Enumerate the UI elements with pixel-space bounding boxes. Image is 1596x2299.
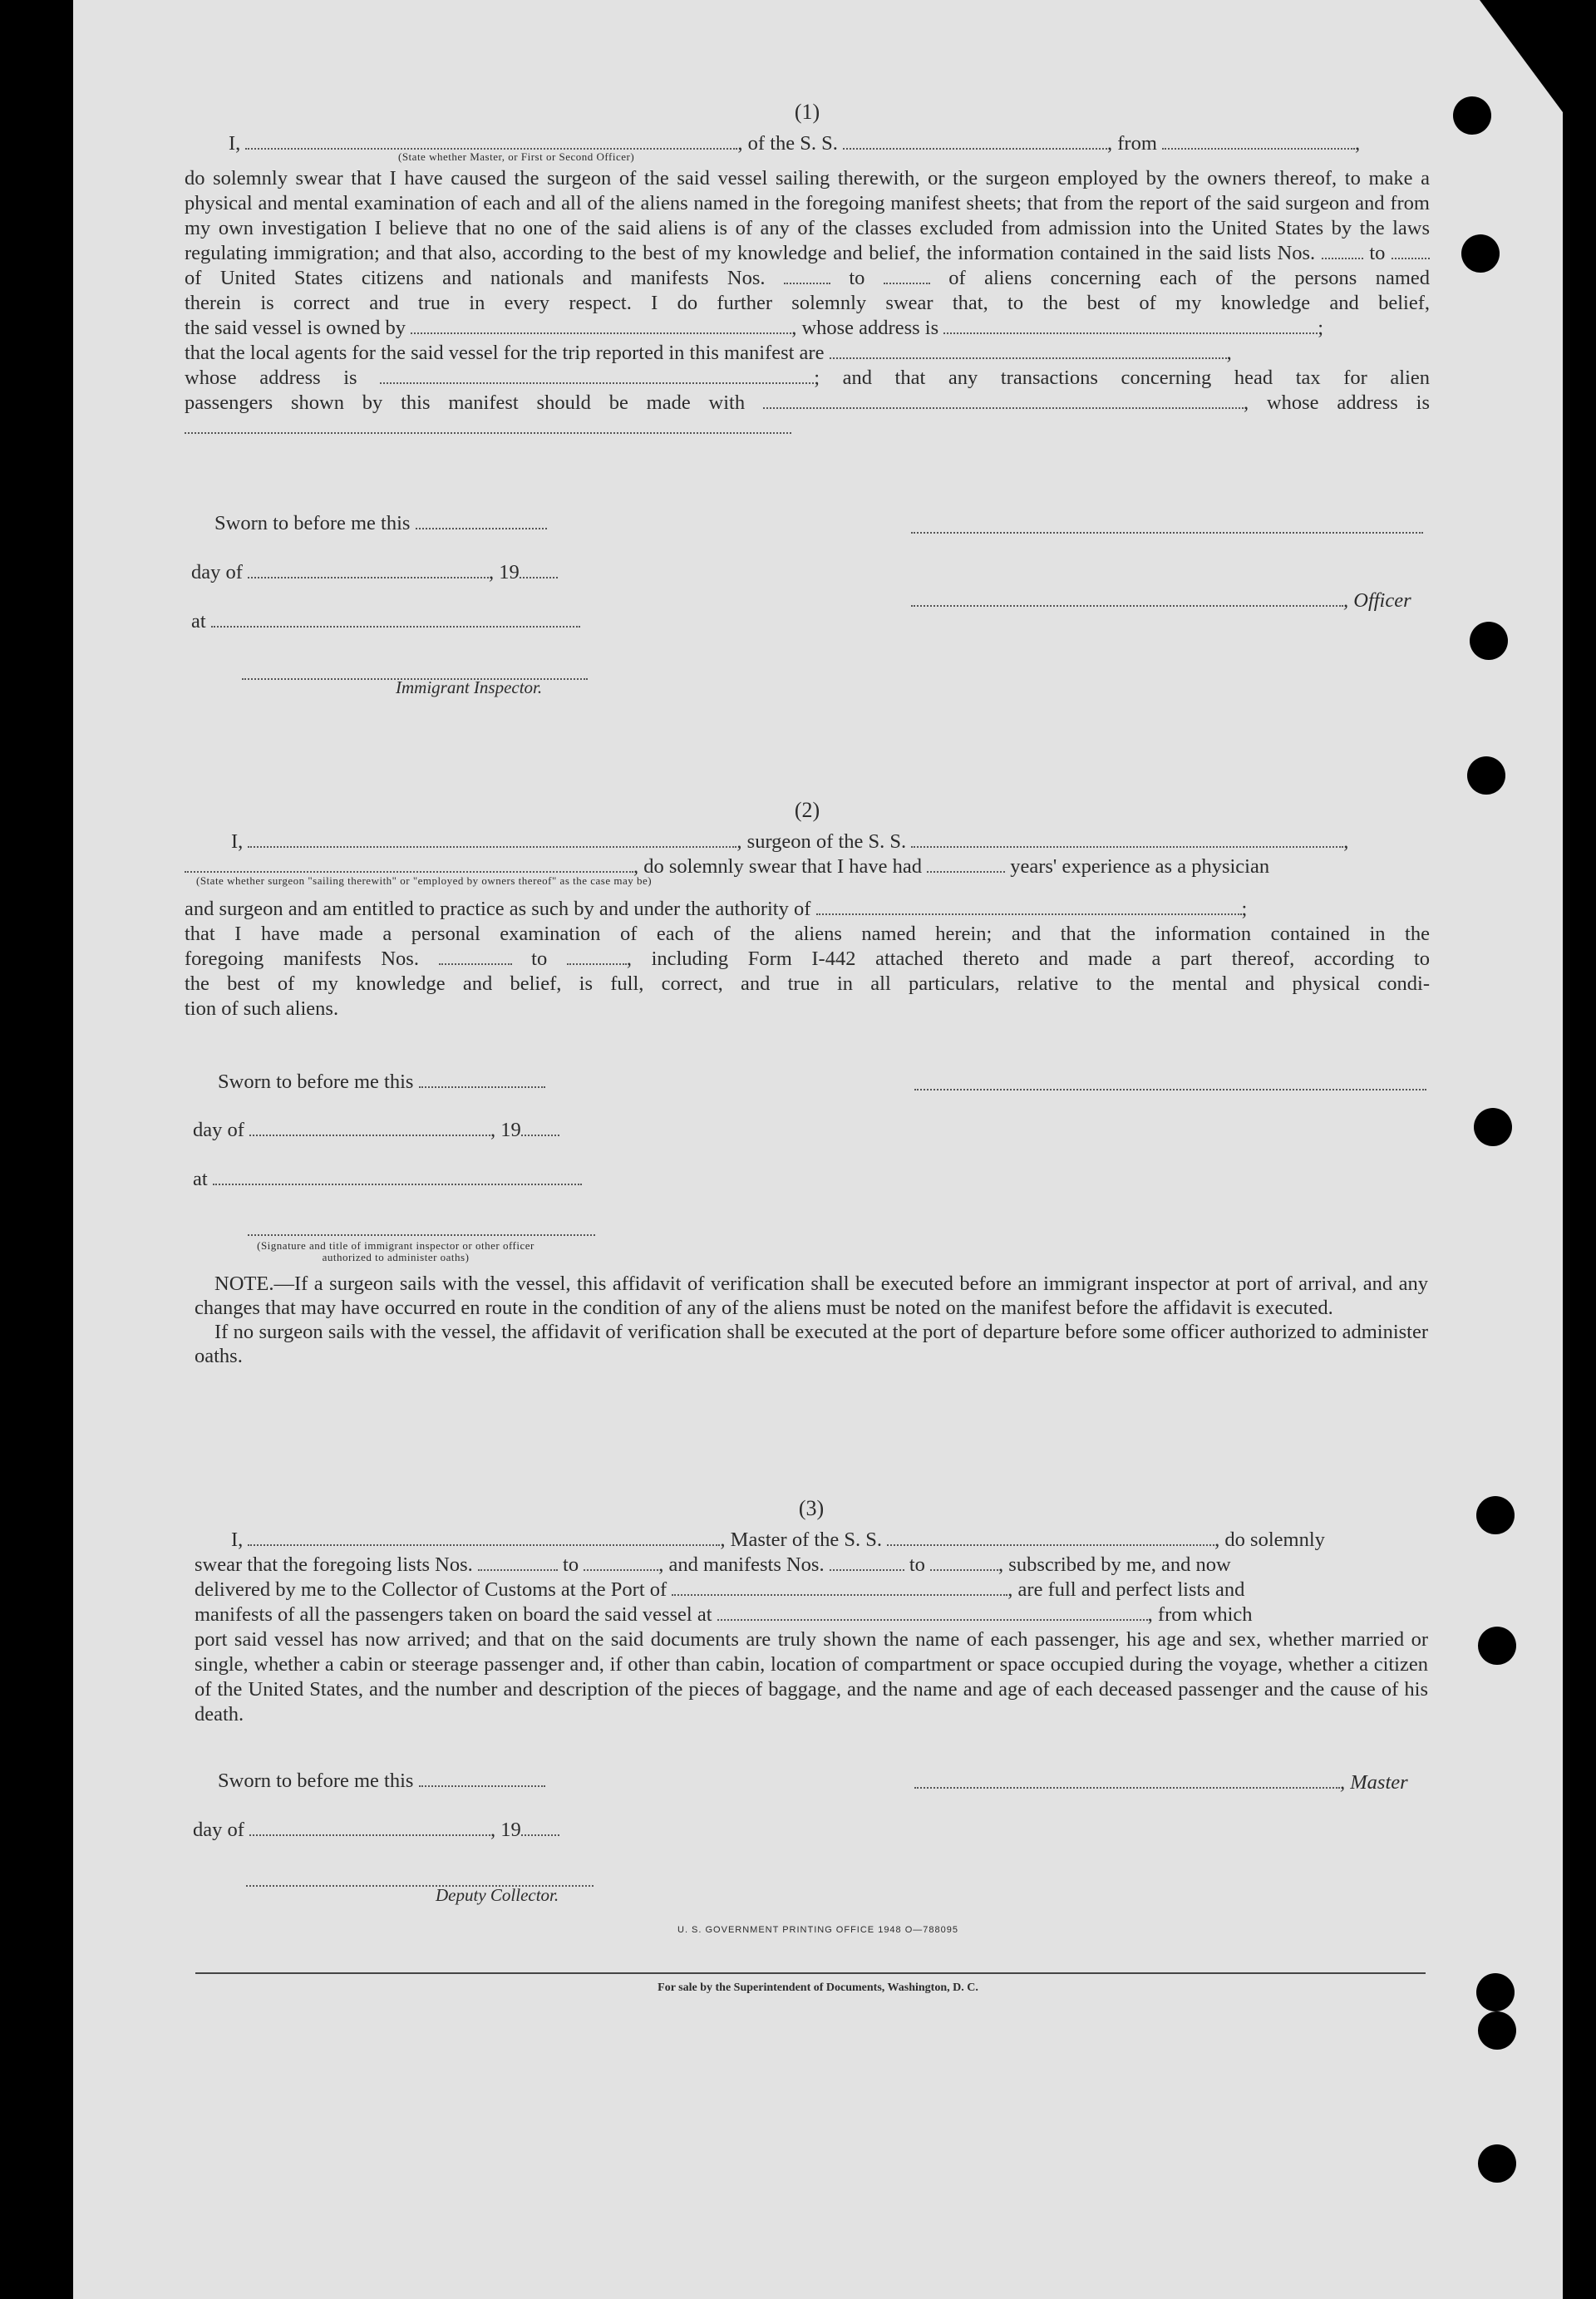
master-signature-field[interactable] (911, 515, 1423, 534)
punch-hole (1470, 622, 1508, 660)
year-field[interactable] (521, 1118, 559, 1136)
authority-field[interactable] (816, 897, 1242, 915)
port-field[interactable] (672, 1578, 1007, 1596)
month-field[interactable] (249, 1118, 490, 1136)
inspector-signature-field[interactable] (248, 1218, 595, 1236)
collector-line: delivered by me to the Collector of Customs at the Port of , are full and perfect lists and (195, 1578, 1245, 1601)
l1-end: , (1355, 132, 1361, 155)
master-line: I, , Master of the S. S. , do solemnly (231, 1529, 1325, 1551)
sworn-day-field[interactable] (419, 1769, 545, 1787)
manifests-from-field[interactable] (830, 1553, 904, 1571)
surgeon-line: I, , surgeon of the S. S. , (231, 830, 1349, 853)
manifests-to-field[interactable] (884, 266, 930, 284)
authority-line: and surgeon and am entitled to practice as such by and under the authority of ; (185, 898, 1248, 920)
aliens-line: tion of such aliens. (185, 997, 339, 1020)
master-vessel-field[interactable] (887, 1528, 1214, 1546)
punch-hole (1453, 96, 1491, 135)
clipped-corner (1480, 0, 1563, 112)
officer-signature-field[interactable] (911, 588, 1343, 607)
knowledge-line: the best of my knowledge and belief, is full, correct, and true in all particulars, relative to the mental and physical condi- (185, 972, 1430, 995)
manifests-from-field[interactable] (784, 266, 830, 284)
surgeon-manifests-line: foregoing manifests Nos. to , including Form I-442 attached thereto and made a part thereof, according to (185, 948, 1431, 970)
years-field[interactable] (927, 854, 1005, 873)
section-number: (2) (794, 798, 820, 822)
lists-from-field[interactable] (1322, 241, 1363, 259)
affidavit-master (185, 100, 1430, 441)
lists-to-field[interactable] (1392, 241, 1430, 259)
lists-to-field[interactable] (584, 1553, 658, 1571)
sworn-line: Sworn to before me this (214, 511, 547, 535)
owner-field[interactable] (411, 316, 791, 334)
boarded-port-field[interactable] (717, 1602, 1148, 1621)
surgeon-name-field[interactable] (248, 830, 736, 848)
affidavit-master-arrival (195, 1496, 1428, 1727)
printing-office-line: U. S. GOVERNMENT PRINTING OFFICE 1948 O—788095 (677, 1925, 958, 1935)
master-name-field[interactable] (248, 1528, 720, 1546)
vessel-field[interactable] (843, 131, 1107, 150)
deputy-signature-field[interactable] (246, 1868, 594, 1887)
owner-address-field[interactable] (943, 316, 1318, 334)
name-field[interactable] (245, 131, 737, 150)
surgeon-manifests-to-field[interactable] (567, 947, 627, 965)
punch-hole (1474, 1108, 1512, 1146)
place-field[interactable] (213, 1167, 582, 1185)
declarant-line (185, 131, 1430, 156)
manifests-line: of United States citizens and nationals and manifests Nos. to of aliens concerning each of the persons named (185, 267, 1430, 289)
surgeon-status-field[interactable] (185, 854, 633, 873)
at-line: at (193, 1167, 582, 1191)
lists-line: swear that the foregoing lists Nos. to , and manifests Nos. to , subscribed by me, and now (195, 1553, 1231, 1576)
note-block (195, 1272, 1428, 1368)
officer-line: , Officer (911, 588, 1411, 613)
punch-hole (1476, 1496, 1515, 1534)
owner-line: the said vessel is owned by , whose address is ; (185, 317, 1324, 339)
day-of-line: day of , 19 (193, 1118, 559, 1142)
lists-from-field[interactable] (478, 1553, 558, 1571)
day-of-line: day of , 19 (191, 560, 558, 584)
form-page (73, 0, 1563, 2299)
footer-rule (195, 1972, 1426, 1974)
l1-b: , of the S. S. (737, 132, 838, 155)
sworn-day-field[interactable] (416, 511, 547, 529)
surgeon-manifests-from-field[interactable] (439, 947, 512, 965)
punch-hole (1478, 2144, 1516, 2183)
agents-line: that the local agents for the said vessel for the trip reported in this manifest are , (185, 342, 1232, 364)
master-signature-field[interactable] (914, 1770, 1340, 1789)
surgeon-signature-field[interactable] (914, 1072, 1426, 1090)
agents-field[interactable] (830, 341, 1227, 359)
punch-hole (1461, 234, 1500, 273)
punch-hole (1467, 756, 1505, 795)
deputy-label: Deputy Collector. (436, 1885, 559, 1905)
experience-line: , do solemnly swear that I have had years' experience as a physician (185, 854, 1430, 879)
from-field[interactable] (1162, 131, 1355, 150)
month-field[interactable] (248, 560, 489, 578)
note-paragraph-2: If no surgeon sails with the vessel, the affidavit of verification shall be executed at the port of departure before some officer authorized to administer oaths. (195, 1321, 1428, 1367)
master-signature-line: , Master (914, 1770, 1408, 1794)
year-field[interactable] (520, 560, 558, 578)
section-number: (3) (798, 1496, 825, 1520)
affidavit-surgeon (185, 798, 1430, 1022)
day-of-line: day of , 19 (193, 1818, 559, 1842)
title-note: (State whether Master, or First or Second Officer) (398, 150, 635, 163)
sale-line: For sale by the Superintendent of Documents, Washington, D. C. (658, 1981, 978, 1994)
place-field[interactable] (211, 609, 580, 628)
note-paragraph-1: NOTE.—If a surgeon sails with the vessel, this affidavit of verification shall be executed before an immigrant inspector at port of arrival, and any changes that may have occurred en route in the condition of any of the aliens must be noted on the manifest before the affidavit is executed. (195, 1273, 1428, 1319)
agents-address-line: whose address is ; and that any transactions concerning head tax for alien (185, 367, 1431, 389)
punch-hole (1478, 1627, 1516, 1665)
head-tax-line: passengers shown by this manifest should be made with , whose address is (185, 391, 1431, 414)
surgeon-note: (State whether surgeon "sailing therewith" or "employed by owners thereof" as the case may be) (196, 874, 653, 887)
sworn-line: Sworn to before me this (218, 1070, 545, 1094)
sworn-day-field[interactable] (419, 1070, 545, 1088)
punch-hole (1478, 2011, 1516, 2050)
month-field[interactable] (249, 1818, 490, 1836)
boarded-line: manifests of all the passengers taken on board the said vessel at , from which (195, 1603, 1253, 1626)
documents-paragraph: port said vessel has now arrived; and that on the said documents are truly shown the name of each passenger, his age and sex, whether married or single, whether a cabin or steerage passenger and, if other than cabin, location of compartment or space occupied during the voyage, whether a citizen of the United States, and the number and description of the pieces of baggage, and the name and age of each deceased passenger and the cause of his death. (195, 1628, 1428, 1725)
correctness-line: therein is correct and true in every respect. I do further solemnly swear that, to the best of my knowledge and belief, (185, 292, 1430, 314)
inspector-label: Immigrant Inspector. (396, 677, 543, 697)
examination-line: that I have made a personal examination of each of the aliens named herein; and that the information contained in the (185, 923, 1430, 945)
head-tax-field[interactable] (763, 391, 1244, 409)
l1-a: I, (229, 132, 241, 155)
year-field[interactable] (521, 1818, 559, 1836)
sworn-line: Sworn to before me this (218, 1769, 545, 1793)
oath-paragraph: do solemnly swear that I have caused the surgeon of the said vessel sailing therewith, or the surgeon employed by the owners thereof, to make a physical and mental examination of each and all of the aliens named in the foregoing manifest sheets; that from the report of the said surgeon and from my own investigation I believe that no one of the said aliens is of any of the classes excluded from admission into the United States by the laws regulating immigration; and that also, according to the best of my knowledge and belief, the information contained in the said lists Nos. to (185, 167, 1430, 264)
signature-note: (Signature and title of immigrant inspector or other officer authorized to administer oaths) (257, 1239, 534, 1263)
at-line: at (191, 609, 580, 633)
manifests-to-field[interactable] (930, 1553, 998, 1571)
agents-address-field[interactable] (380, 366, 814, 384)
l1-c: , from (1107, 132, 1157, 155)
head-tax-address-field[interactable] (185, 416, 791, 434)
section-number: (1) (794, 100, 820, 124)
surgeon-vessel-field[interactable] (911, 830, 1343, 848)
